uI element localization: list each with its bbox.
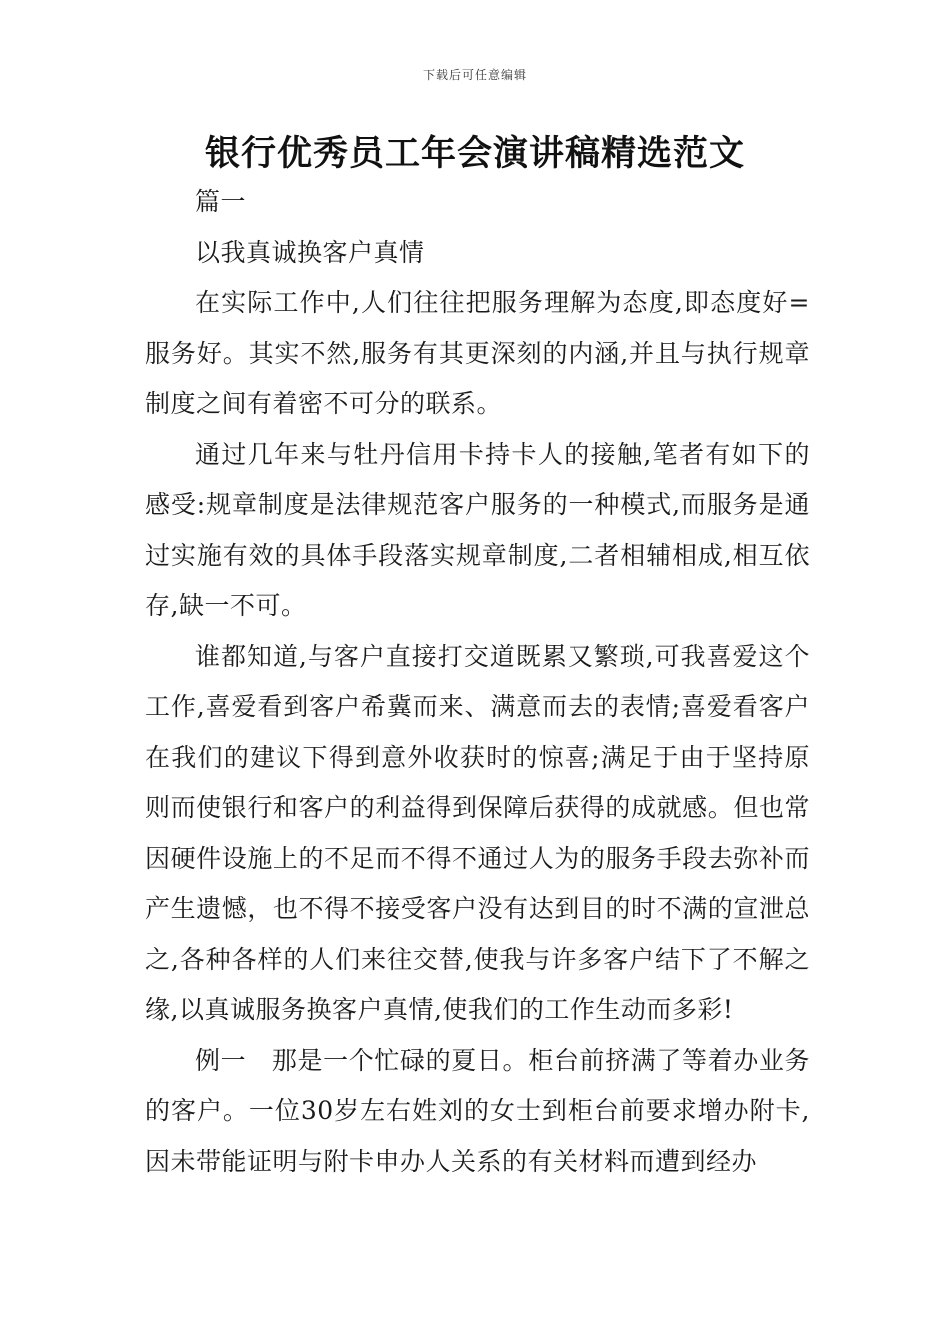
body-paragraph: 例一 那是一个忙碌的夏日。柜台前挤满了等着办业务的客户。一位30岁左右姓刘的女士到柜台前要求增办附卡,因未带能证明与附卡申办人关系的有关材料而遭到经办 xyxy=(145,1045,810,1176)
section-subtitle: 以我真诚换客户真情 xyxy=(195,237,425,267)
document-title: 银行优秀员工年会演讲稿精选范文 xyxy=(204,134,745,174)
body-paragraph: 通过几年来与牡丹信用卡持卡人的接触,笔者有如下的感受:规章制度是法律规范客户服务的一种模式,而服务是通过实施有效的具体手段落实规章制度,二者相辅相成,相互依存,缺一不可。 xyxy=(145,439,810,620)
body-paragraph: 在实际工作中,人们往往把服务理解为态度,即态度好=服务好。其实不然,服务有其更深刻的内涵,并且与执行规章制度之间有着密不可分的联系。 xyxy=(145,288,810,418)
document-body xyxy=(145,177,810,1187)
header-note: 下载后可任意编辑 xyxy=(422,68,527,82)
section-heading: 篇一 xyxy=(195,187,247,216)
body-paragraph: 谁都知道,与客户直接打交道既累又繁琐,可我喜爱这个工作,喜爱看到客户希冀而来、满意而去的表情;喜爱看客户在我们的建议下得到意外收获时的惊喜;满足于由于坚持原则而使银行和客户的利益得到保障后获得的成就感。但也常因硬件设施上的不足而不得不通过人为的服务手段去弥补而产生遗憾，也不得不接受客户没有达到目的时不满的宣泄总之,各种各样的人们来往交替,使我与许多客户结下了不解之缘,以真诚服务换客户真情,使我们的工作生动而多彩! xyxy=(145,641,810,1024)
